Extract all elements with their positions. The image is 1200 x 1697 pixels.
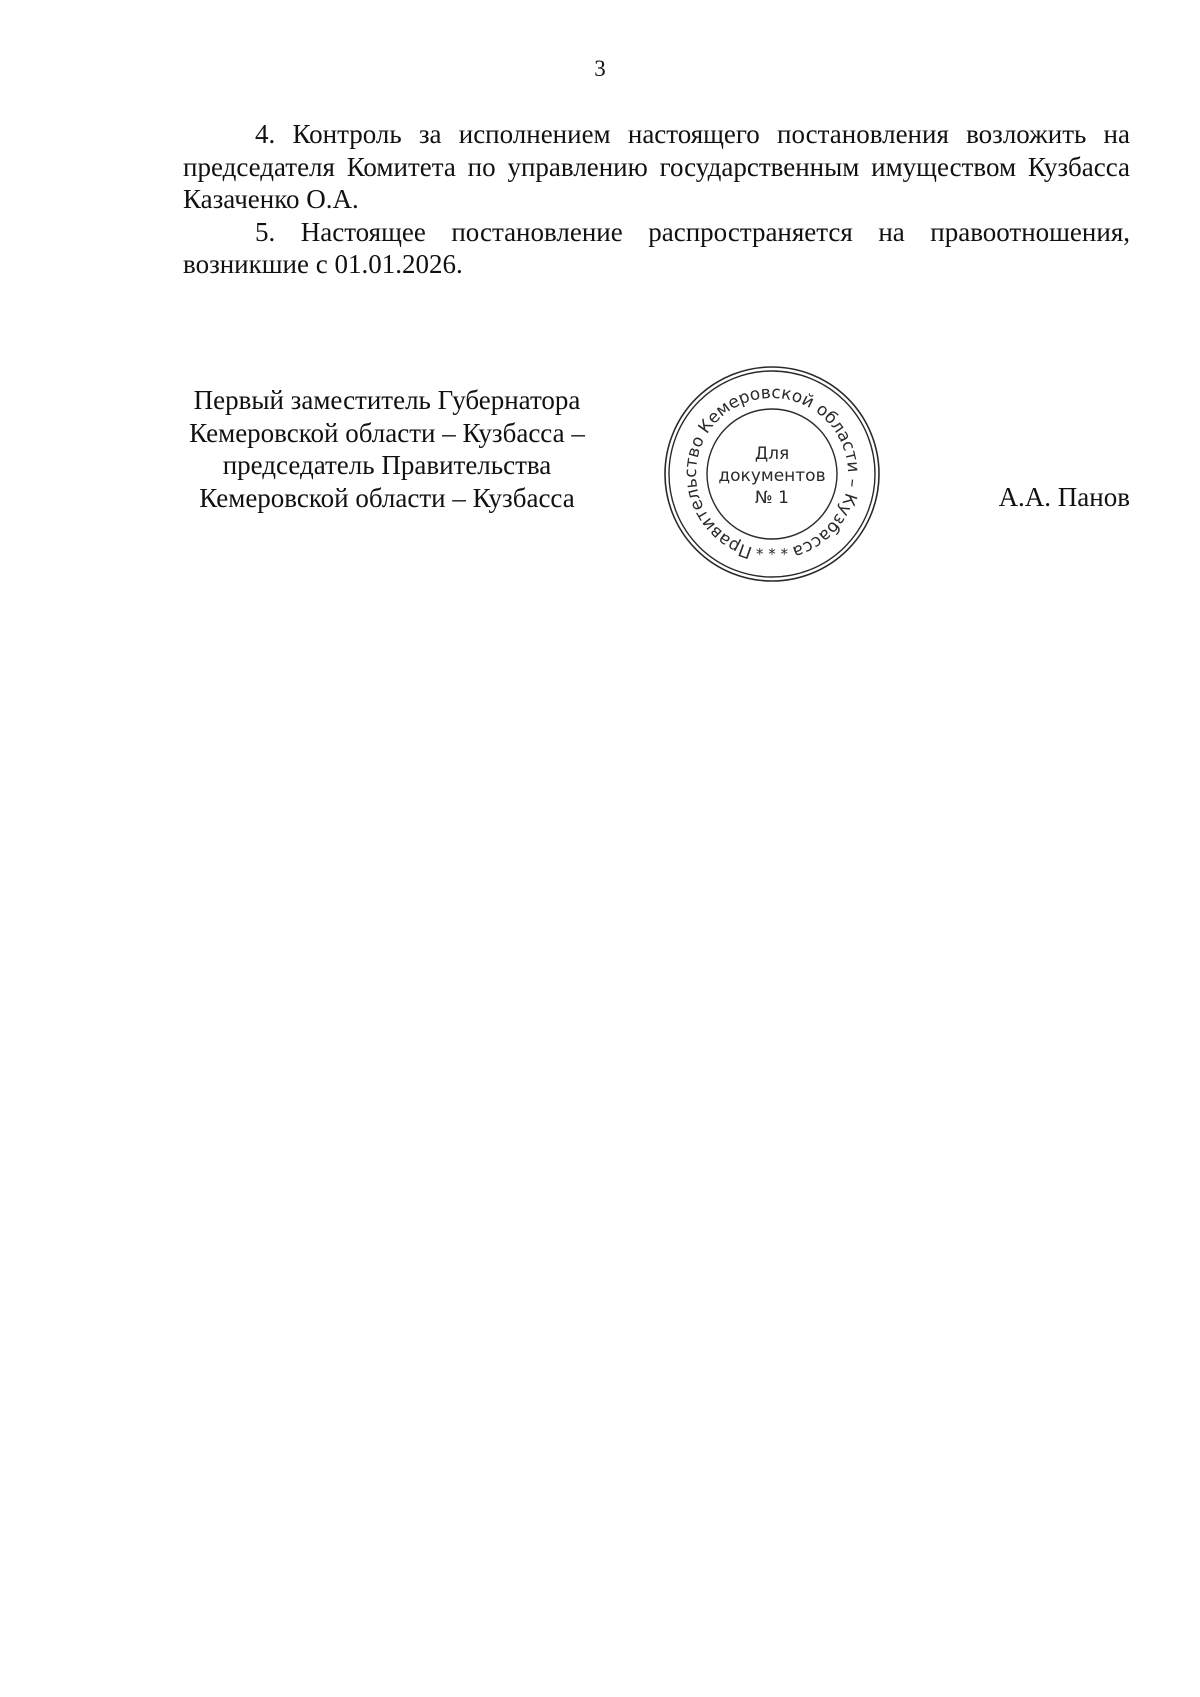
seal-center-line: Для bbox=[754, 444, 790, 464]
signer-position bbox=[168, 384, 606, 514]
page-number: 3 bbox=[594, 56, 606, 81]
seal-center-line: № 1 bbox=[755, 488, 789, 508]
signer-position-line: председатель Правительства bbox=[222, 450, 552, 480]
official-seal bbox=[662, 364, 882, 584]
document-body bbox=[183, 118, 1130, 281]
signer-position-line: Кемеровской области – Кузбасса bbox=[199, 482, 575, 513]
paragraph-control: 4. Контроль за исполнением настоящего постановления возложить на председателя Комитета по управлению государственным имуществом Кузбасса Казаченко О.А. bbox=[183, 119, 1130, 214]
signer-position-line: Первый заместитель Губернатора bbox=[193, 385, 581, 415]
seal-stars: * * * bbox=[755, 545, 789, 563]
seal-center-line: документов bbox=[718, 466, 826, 486]
signer-position-line: Кемеровской области – Кузбасса – bbox=[189, 417, 585, 448]
seal-ring-text: Правительство Кемеровской области – Кузбасса bbox=[680, 382, 864, 563]
signer-name: А.А. Панов bbox=[998, 482, 1130, 512]
paragraph-effective-date: 5. Настоящее постановление распространяется на правоотношения, возникшие с 01.01.2026. bbox=[183, 216, 1130, 279]
